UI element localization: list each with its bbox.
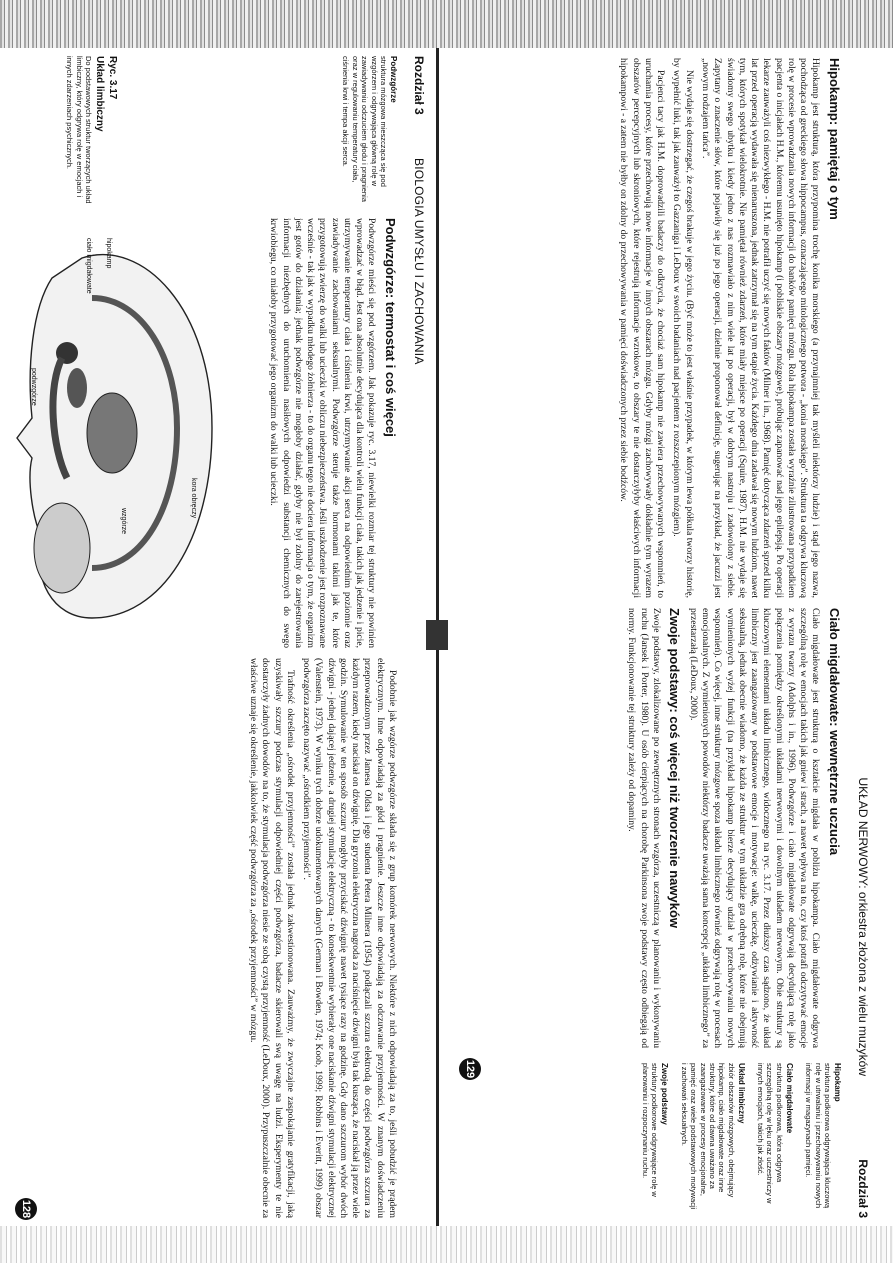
figure-caption-text: Do podstawowych struktur tworzących układ limbiczny, który odgrywa rolę w emocjach i innych zdarzeniach psychicznych. [65, 56, 93, 204]
margin-note [641, 1063, 670, 1213]
section-heading: Hipokamp: pamiętaj o tym [827, 58, 842, 220]
margin-note-text: struktura mózgowa mieszcząca się pod wzgórzem i odgrywająca główną rolę w zawiadywaniu odczuciem głodu i pragnienia oraz w regulowaniu temperatury ciała, ciśnienia krwi i tempa akcji serca. [341, 56, 388, 202]
brain-illustration [12, 218, 232, 648]
scan-edge-bottom [0, 1226, 893, 1263]
limbic-figure [12, 218, 232, 648]
margin-note [680, 1063, 746, 1213]
margin-note [804, 1063, 842, 1213]
margin-note-text: struktura podkorowa odgrywająca kluczową rolę w utrwalaniu i przechowywaniu nowych informacji w magazynach pamięci. [804, 1063, 832, 1209]
left-text-column-1 [263, 218, 398, 648]
paragraph: Pacjenci tacy jak H.M. doprowadzili badaczy do odkrycia, że chociaż sam hipokamp nie zawiera przechowywanych wspomnień, to uruchamia procesy, które przechowują nowe informacje w innych obszarach mózgu. Gdyby mózgi zachowywały dokładnie tym wyrazem obszarów percepcyjnych lub skroniowych, które rejestrują informacje wzrokowe, to obszary te nie dostarczyłyby właściwych informacji hipokampowi - a zatem nie byłby on zdolny do przechowywania w pamięci doświadczonych przez siebie bodźców. [618, 58, 667, 598]
paragraph: Podobnie jak wzgórze podwzgórze składa się z grup komórek nerwowych. Niektóre z nich odpowiadają za to, jeśli pobudzić je prądem elektrycznym. Inne odpowiadają za głód i pragnienie. Jeszcze inne odpowiadają za odczuwanie przyjemności. W znanym doświadczeniu przeprowadzonym przez Jamesa Oldsa i jego studenta Petera Milnera (1954) podłączali szczura elektrodą do części podwzgórza szczura za każdym razem, kiedy naciskał on dźwignię. Dla gryzonia elektryczna nagroda za naciśnięcie dźwigni była tak kusząca, że naciskał ją przez wiele godzin. Symulowanie w ten sposób szczury mogłyby przyciskać dźwignię nawet tysiące razy na godzinę. Gdy dano szczurom wybór dwóch dźwigni - jednej dającej jedzenie, a drugiej stymulację elektryczną - to konsekwentnie wybierały one naciskanie dźwigni stymulacji elektrycznej (Valenstein, 1973). W wyniku tych dobrze udokumentowanych danych (German i Bowden, 1974; Koob, 1999; Robbins i Everitt, 1999) obszar podwzgórza zaczęto nazywać „ośrodkiem przyjemności”. [301, 658, 398, 1218]
left-running-head [404, 48, 426, 1226]
label-migdalowate: ciało migdałowate [85, 238, 92, 294]
section-heading: Zwoje podstawy: coś więcej niż tworzenie nawyków [667, 608, 683, 929]
right-text-column-1 [613, 58, 842, 598]
hypothalamus [67, 368, 87, 408]
label-wzgorze: wzgórze [120, 508, 127, 535]
label-hipokamp: hipokamp [105, 238, 112, 269]
left-chapter-label: Rozdział 3 [412, 56, 426, 115]
page-number: 128 [15, 1198, 37, 1220]
margin-note-text: struktury podkorowe odgrywające rolę w planowaniu i rozpoczynaniu ruchu. [641, 1063, 660, 1197]
left-running-title: BIOLOGIA UMYSŁU I ZACHOWANIA [412, 158, 426, 365]
margin-note [341, 56, 398, 206]
right-page [446, 48, 876, 1226]
scan-edge-top [0, 0, 893, 48]
label-kora: kora obręczy [190, 478, 197, 519]
paragraph: Podwzgórze mieści się pod wzgórzem. Jak pokazuje ryc. 3.17, niewielki rozmiar tej struktury nie powinien wprowadzać w błąd. Jest ona absolutnie decydująca dla kontroli wielu funkcji ciała, takich jak jedzenie i picie, utrzymywanie temperatury ciała i ciśnienia krwi, utrzymywanie akcji serca na odpowiednim poziomie oraz zawiadywanie zachowaniami seksualnymi. Podwzgórze steruje także hormonami takimi jak te, które przygotowują zwierzę do walki lub ucieczki w obliczu niebezpieczeństwa. Jeśli uszkodzenie jest rozpoznawane wcześnie - tak jak w wypadku młodego żołnierza - to do organu tego nie dociera informacja o tym, że organizm jest gotów do działania; jednak podwzgórze nie mogłoby działać, gdyby nie był zdolny do zarejestrowania informacji niezbędnych do uruchomienia nasiłowych odpowiedzi substancji chemicznych do swego krwiobiegu, co miałoby przygotować jego organizm do walki lub ucieczki. [268, 218, 378, 648]
paragraph: Zwoje podstawy, zlokalizowane po zewnętrznych stronach wzgórza, uczestniczą w planowaniu i wykonywaniu ruchu (Jansek i Porter, 1980). U osób cierpiących na chorobę Parkinsona zwoje podstawy często odbiegają od normy. Funkcjonowanie tej struktury zależy od dopaminy. [626, 608, 662, 1048]
left-text-column-2 [243, 658, 398, 1218]
right-running-head [848, 48, 870, 1226]
right-chapter-label: Rozdział 3 [856, 1159, 870, 1218]
figure-title: Układ limbiczny [94, 56, 106, 132]
left-margin-column [65, 56, 398, 206]
cerebellum [34, 503, 90, 593]
left-page [2, 48, 432, 1226]
paragraph: Nie wydaje się dostrzegać, że czegoś brakuje w jego życiu. (Być może to jest właśnie przypadek, w którym lewa półkula tworzy historię, by wypełnić luki, tak jak zauważył to Gazzaniga i LeDoux w swoich badaniach nad pacjentem z rozszczepionym mózgiem). [671, 58, 695, 598]
margin-note-term: Zwoje podstawy [660, 1063, 670, 1125]
margin-note-text: zbiór obszarów mózgowych, obejmujący hipokamp, ciało migdałowate oraz inne struktury, które od dawna uważano za zaangażowane w procesy emocjonalne, pamięć oraz wiele podstawowych motywacji i zachowań seksualnych. [679, 1063, 736, 1210]
margin-note-term: Układ limbiczny [736, 1063, 746, 1124]
section-heading: Ciało migdałowate: wewnętrzne uczucia [827, 608, 842, 856]
margin-note-term: Ciało migdałowate [784, 1063, 794, 1134]
right-margin-column [631, 1063, 842, 1213]
figure-caption [65, 56, 118, 206]
page-number: 129 [459, 1058, 481, 1080]
thalamus [87, 393, 137, 473]
right-text-column-2 [621, 608, 842, 1048]
margin-note-term: Hipokamp [833, 1063, 842, 1102]
margin-note-text: struktura podkorowa, która odgrywa szczególną rolę w lęku oraz uczestniczy w innych emocjach, takich jak złość. [756, 1063, 784, 1204]
paragraph: Trafność określenia „ośrodek przyjemności” została jednak zakwestionowana. Zauważmy, że zwyczajne zaspokajanie gratyfikacji, jaką uzyskiwały szczury podczas stymulacji odpowiedniej części podwzgórza, badacze skierowali swą uwagę na ludzi. Eksperymenty te nie dostarczyły żadnych dowodów na to, że stymulacja podwzgórza niesie ze sobą czystą przyjemność (LeDoux, 2000). Przypuszczalnie obecnie za właściwe uznaje się określenie, jakkolwiek część podwzgórza za „ośrodek przyjemności” w mózgu. [248, 658, 296, 1218]
margin-note [756, 1063, 794, 1213]
right-running-title: UKŁAD NERWOWY: orkiestra złożona z wielu muzyków [856, 777, 870, 1076]
label-podwzgorze: podwzgórze [30, 368, 37, 406]
paragraph: Hipokamp jest strukturą, która przypomina trochę konika morskiego (a przynajmniej tak myśleli niektórzy ludzie) i stąd jego nazwa, pochodząca od greckiego słowa hippocampus, oznaczającego mitologicznego potwora - „konia morskiego”. Struktura ta odgrywa kluczową rolę w procesie wprowadzania nowych informacji do banków pamięci mózgu. Rola hipokampa została wyraźnie zilustrowana przypadkiem pacjenta o inicjałach H.M., któremu usunięto hipokamp (i pobliskie obszary mózgowe), próbując zapanować nad jego epilepsją. Po operacji lekarze zauważyli coś niezwykłego - H.M. nie potrafił uczyć się nowych faktów (Milner i in., 1968). Pamięć dotycząca zdarzeń sprzed kilku lat przed operacją wydawała się nienaruszona, jednak zatrzymał się na tym etapie życia. Każdego dnia zadawał się nowym ludziom, nawet tym, których spotykał wielokrotnie. Nie pamiętał również zdarzeń, które miały miejsce po operacji (Squire, 1987). H.M. nie wydaje się świadomy swego ubytku i kiedy jedno z nas rozmawiało z nim wiele lat po operacji, był w dobrym nastroju i zadowolony z siebie. Zapytany o znaczenie słów, które pojawiły się już po jego operacji, dzielnie proponował definicję, sugerując na przykład, że jacuzzi jest „nowym rodzajem tańca”. [699, 58, 822, 598]
section-heading: Podwzgórze: termostat i coś więcej [383, 218, 398, 437]
paragraph: Ciało migdałowate jest strukturą o kształcie migdała w pobliżu hipokampa. Ciało migdałowate odgrywa szczególną rolę w emocjach takich jak gniew i strach, a nawet wpływa na to, czy ktoś potrafi odczytywać emocje z wyrazu twarzy (Adolphs i in., 1996). Podwzgórze i ciało migdałowate odgrywają decydującą rolę jako połączenia pomiędzy określonymi układami nerwowymi i dowolnym układem nerwowym. Obie struktury są kluczowymi elementami układu limbicznego, widocznego na ryc. 3.17. Przez dłuższy czas sądzono, że układ limbiczny jest zaangażowany w podstawowe emocje i motywacje: walkę, ucieczkę, odżywianie i aktywność seksualną, jednak obecnie wiadomo, że każda ze struktur w tym układzie gra odrębną rolę, które nie obejmują wymienionych wyżej funkcji (na przykład hipokamp bierze decydujący udział w przechowywaniu nowych wspomnień). Co więcej, inne struktury mózgowe spoza układu limbicznego również odgrywają rolę w procesach emocjonalnych. Z wymienionych powodów niektórzy badacze uważają sama koncepcję „układu limbicznego” za przestarzałą (LeDoux, 2000). [687, 608, 822, 1048]
figure-number: Ryc. 3.17 [107, 56, 118, 100]
margin-note-term: Podwzgórze [389, 56, 398, 103]
